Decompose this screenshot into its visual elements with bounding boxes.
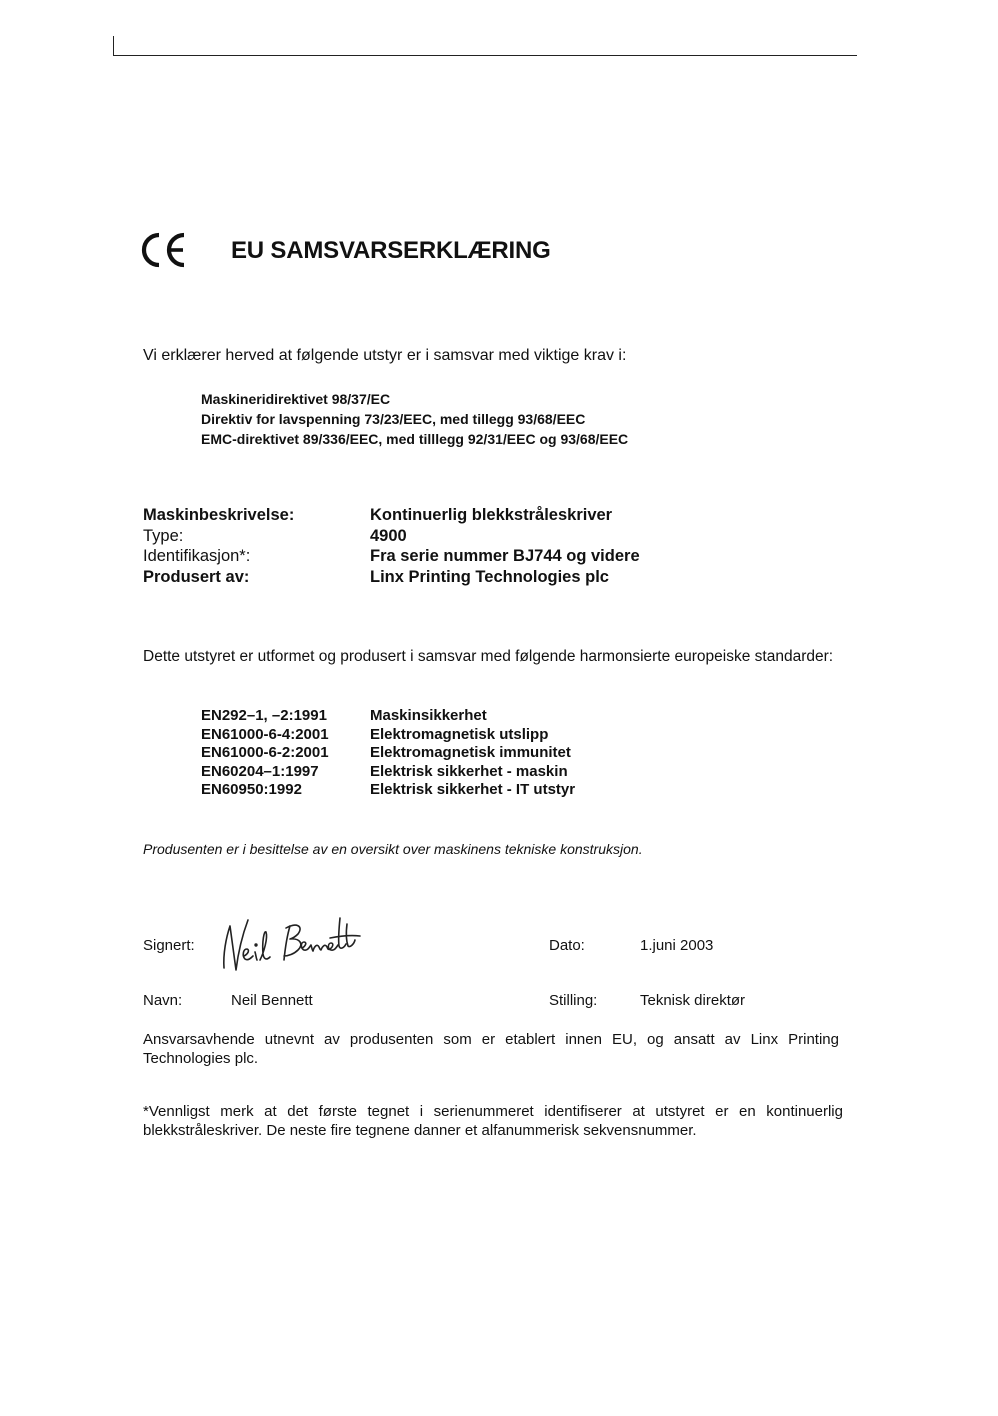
machine-row [143,505,640,526]
standard-row [201,707,575,726]
standard-desc: Maskinsikkerhet [370,707,487,724]
directive-item: Direktiv for lavspenning 73/23/EEC, med tillegg 93/68/EEC [201,411,586,427]
header-rule-vertical [113,36,114,56]
standard-row [201,763,575,782]
directives-list [201,389,628,449]
responsible-text: Ansvarsavhende utnevnt av produsenten som er etablert innen EU, og ansatt av Linx Printing Technologies plc. [143,1031,839,1067]
machine-row [143,526,640,547]
machine-value: Kontinuerlig blekkstråleskriver [370,506,613,524]
position-value: Teknisk direktør [640,992,746,1009]
machine-label: Maskinbeskrivelse: [143,506,295,524]
standard-code: EN60204–1:1997 [201,762,319,780]
machine-label: Produsert av: [143,567,250,586]
machine-value: Linx Printing Technologies plc [370,567,609,586]
machine-row [143,567,640,588]
handwritten-signature [214,912,364,978]
standard-code: EN61000-6-4:2001 [201,725,329,743]
date-value: 1.juni 2003 [640,937,714,954]
date-label: Dato: [549,937,585,954]
standard-code: EN61000-6-2:2001 [201,744,329,762]
name-label: Navn: [143,992,183,1009]
standard-desc: Elektromagnetisk utslipp [370,725,549,743]
machine-row [143,546,640,567]
standard-desc: Elektrisk sikkerhet - maskin [370,762,568,780]
standards-list [201,707,575,800]
machine-label: Type: [143,526,184,545]
name-value: Neil Bennett [231,992,313,1009]
signed-label: Signert: [143,937,195,954]
machine-value: Fra serie nummer BJ744 og videre [370,547,640,565]
intro-text: Vi erklærer herved at følgende utstyr er i samsvar med viktige krav i: [143,347,627,364]
machine-label: Identifikasjon*: [143,547,251,565]
page-title: EU SAMSVARSERKLÆRING [231,237,551,264]
ce-mark-icon [141,232,187,268]
footnote-text: *Vennligst merk at det første tegnet i serienummeret identifiserer at utstyret er en kontinuerlig blekkstråleskriver. De neste fire tegnene danner et alfanummerisk sekvensnummer. [143,1103,843,1139]
standard-row [201,726,575,745]
machine-value: 4900 [370,526,407,545]
directive-item: Maskineridirektivet 98/37/EC [201,391,391,407]
standard-code: EN60950:1992 [201,781,302,799]
standard-desc: Elektrisk sikkerhet - IT utstyr [370,781,576,799]
technical-note: Produsenten er i besittelse av en oversikt over maskinens tekniske konstruksjon. [143,841,643,857]
machine-details [143,505,640,587]
standard-code: EN292–1, –2:1991 [201,707,327,724]
header-rule [113,55,857,56]
standards-intro: Dette utstyret er utformet og produsert i samsvar med følgende harmonsierte europeiske standarder: [143,648,834,665]
position-label: Stilling: [549,992,598,1009]
standard-row [201,744,575,763]
standard-desc: Elektromagnetisk immunitet [370,744,571,762]
directive-item: EMC-direktivet 89/336/EEC, med tilllegg 92/31/EEC og 93/68/EEC [201,431,629,447]
standard-row [201,781,575,800]
